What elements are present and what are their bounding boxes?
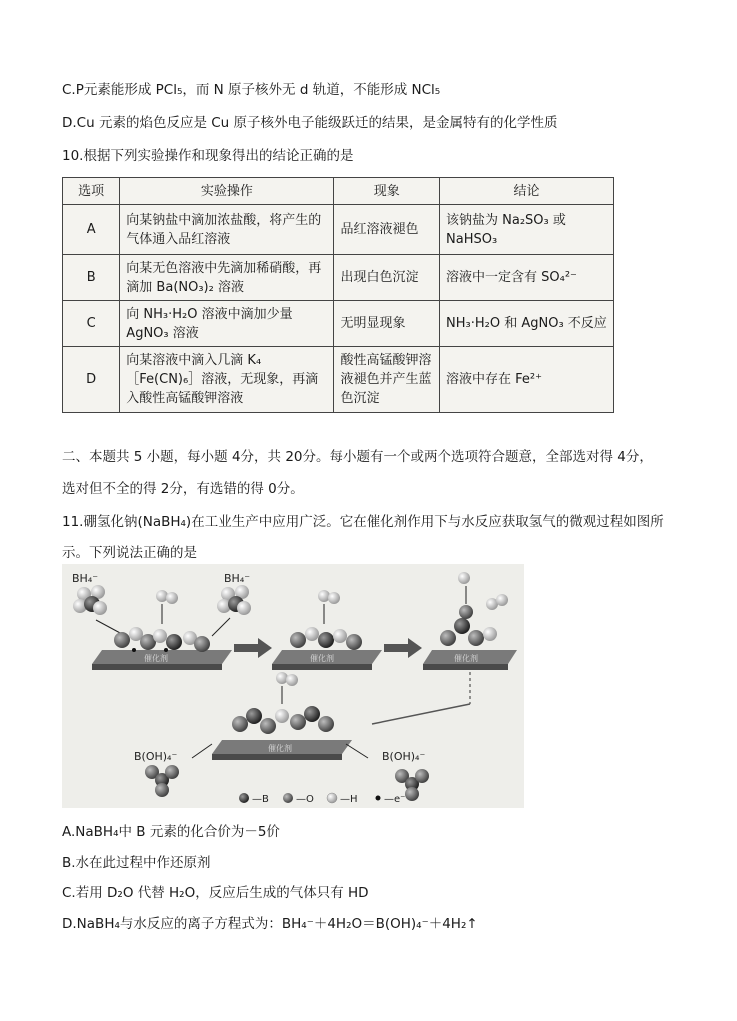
header-operation: 实验操作	[120, 178, 334, 205]
row-phenomenon: 酸性高锰酸钾溶液褪色并产生蓝色沉淀	[334, 347, 440, 413]
option-d-q9: D.Cu 元素的焰色反应是 Cu 原子核外电子能级跃迁的结果，是金属特有的化学性质	[62, 115, 558, 131]
row-conclusion: 溶液中一定含有 SO₄²⁻	[440, 255, 614, 301]
catalyst-plate	[423, 650, 517, 670]
row-operation: 向某钠盐中滴加浓盐酸，将产生的气体通入品红溶液	[120, 205, 334, 255]
option-c-q11: C.若用 D₂O 代替 H₂O，反应后生成的气体只有 HD	[62, 885, 369, 901]
arrow-icon	[234, 638, 272, 658]
arrow-icon	[384, 638, 422, 658]
header-conclusion: 结论	[440, 178, 614, 205]
question-10: 10.根据下列实验操作和现象得出的结论正确的是	[62, 148, 354, 164]
row-operation: 向 NH₃·H₂O 溶液中滴加少量 AgNO₃ 溶液	[120, 301, 334, 347]
section-2-intro: 二、本题共 5 小题，每小题 4分，共 20分。每小题有一个或两个选项符合题意，全部选对得 4分，	[62, 449, 653, 465]
row-conclusion: 该钠盐为 Na₂SO₃ 或 NaHSO₃	[440, 205, 614, 255]
row-option: A	[63, 205, 120, 255]
question-11-continued: 示。下列说法正确的是	[62, 545, 197, 561]
row-option: D	[63, 347, 120, 413]
legend-b: —B	[252, 794, 269, 805]
legend-electron: —e⁻	[384, 794, 406, 805]
reaction-mechanism-figure	[62, 564, 524, 808]
catalyst-plate	[272, 650, 382, 670]
table-header-row	[63, 178, 614, 205]
catalyst-label: 催化剂	[268, 744, 292, 753]
header-option: 选项	[63, 178, 120, 205]
row-option: B	[63, 255, 120, 301]
option-d-q11: D.NaBH₄与水反应的离子方程式为：BH₄⁻＋4H₂O＝B(OH)₄⁻＋4H₂↑	[62, 916, 478, 932]
bh4-molecule	[217, 585, 251, 615]
section-2-scoring: 选对但不全的得 2分，有选错的得 0分。	[62, 481, 304, 497]
option-a-q11: A.NaBH₄中 B 元素的化合价为－5价	[62, 824, 280, 840]
boh4-molecule	[145, 765, 179, 797]
catalyst-plate	[212, 740, 352, 760]
catalyst-label: 催化剂	[310, 654, 334, 663]
legend	[239, 793, 405, 805]
catalyst-label: 催化剂	[144, 654, 168, 663]
table-row	[63, 347, 614, 413]
boh4-label-left: B(OH)₄⁻	[134, 750, 178, 763]
row-phenomenon: 无明显现象	[334, 301, 440, 347]
table-row	[63, 255, 614, 301]
bh4-label-left: BH₄⁻	[72, 572, 99, 585]
table-row	[63, 301, 614, 347]
table-row	[63, 205, 614, 255]
option-c-q9: C.P元素能形成 PCl₅，而 N 原子核外无 d 轨道，不能形成 NCl₅	[62, 82, 441, 98]
row-operation: 向某溶液中滴入几滴 K₄［Fe(CN)₆］溶液，无现象，再滴入酸性高锰酸钾溶液	[120, 347, 334, 413]
bh4-molecule	[73, 585, 107, 615]
legend-h: —H	[340, 794, 358, 805]
header-phenomenon: 现象	[334, 178, 440, 205]
row-operation: 向某无色溶液中先滴加稀硝酸，再滴加 Ba(NO₃)₂ 溶液	[120, 255, 334, 301]
row-phenomenon: 出现白色沉淀	[334, 255, 440, 301]
boh4-label-right: B(OH)₄⁻	[382, 750, 426, 763]
bh4-label-right: BH₄⁻	[224, 572, 251, 585]
row-conclusion: 溶液中存在 Fe²⁺	[440, 347, 614, 413]
experiment-table	[62, 177, 614, 413]
legend-o: —O	[296, 794, 314, 805]
catalyst-plate	[92, 650, 232, 670]
question-11: 11.硼氢化钠(NaBH₄)在工业生产中应用广泛。它在催化剂作用下与水反应获取氢气的微观过程如图所	[62, 514, 664, 530]
option-b-q11: B.水在此过程中作还原剂	[62, 855, 211, 871]
row-option: C	[63, 301, 120, 347]
row-phenomenon: 品红溶液褪色	[334, 205, 440, 255]
row-conclusion: NH₃·H₂O 和 AgNO₃ 不反应	[440, 301, 614, 347]
catalyst-label: 催化剂	[454, 654, 478, 663]
